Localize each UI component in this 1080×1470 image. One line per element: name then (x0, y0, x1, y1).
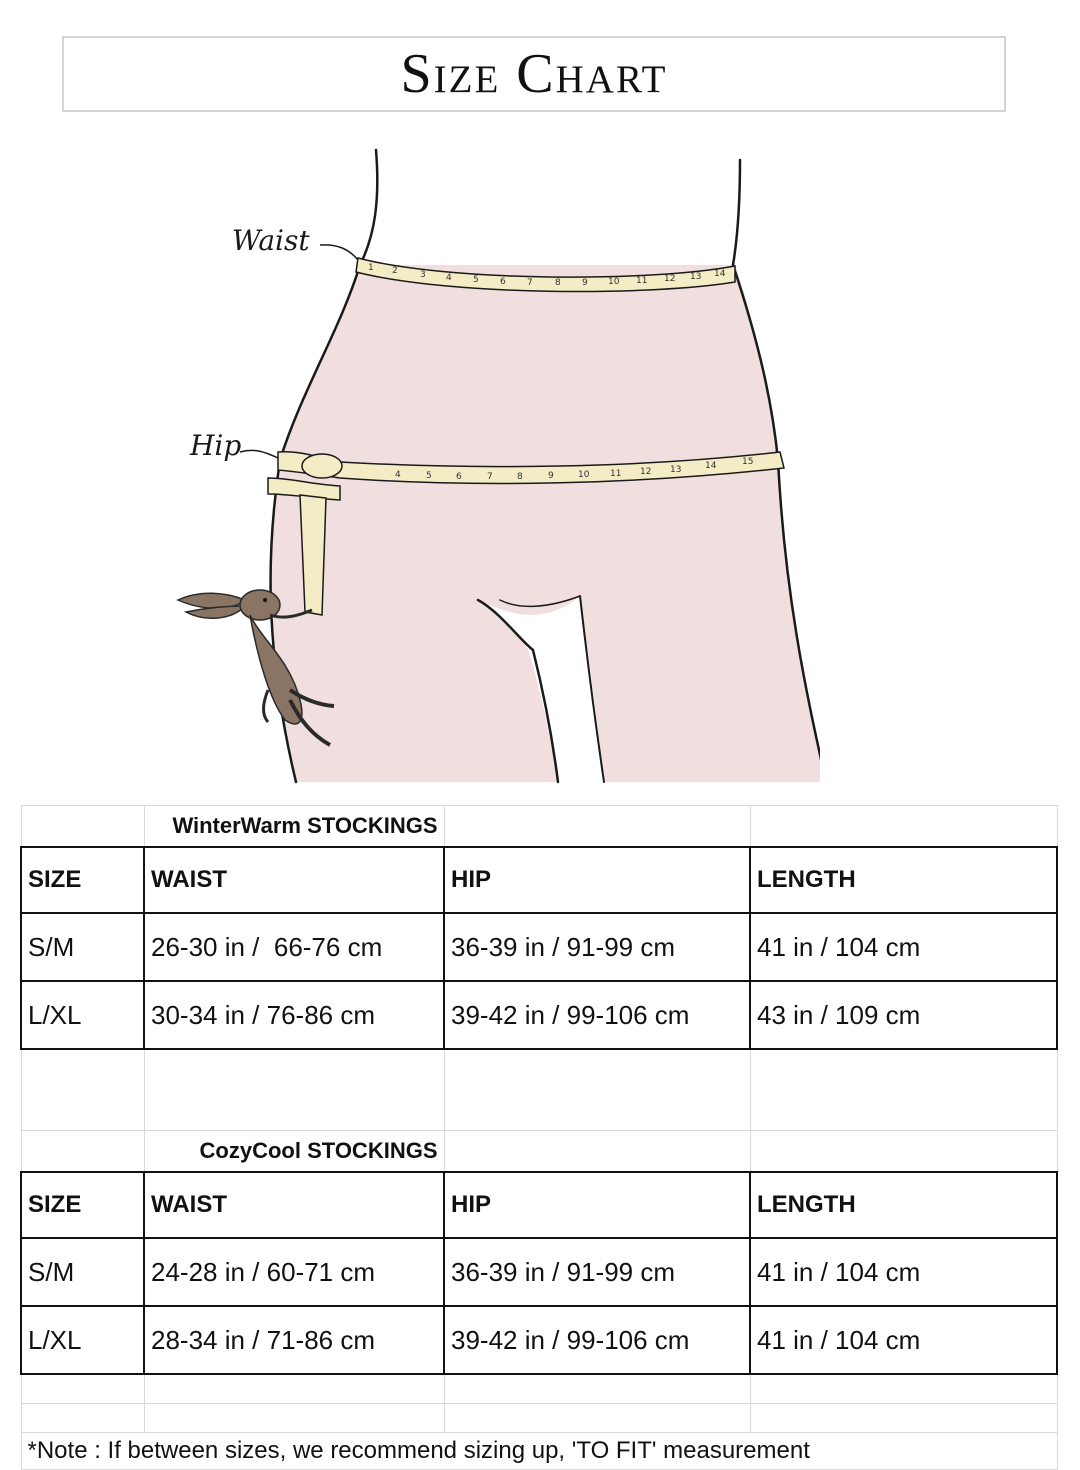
svg-text:11: 11 (636, 276, 648, 286)
table-row (21, 913, 1057, 981)
measurement-illustration (160, 140, 820, 790)
svg-text:15: 15 (742, 457, 754, 467)
svg-text:3: 3 (420, 270, 426, 280)
header-size: SIZE (21, 1172, 144, 1238)
svg-text:8: 8 (555, 278, 561, 288)
table-header-row (21, 1172, 1057, 1238)
svg-text:4: 4 (446, 273, 452, 283)
product-title-row (21, 1131, 1057, 1173)
hip-annotation (189, 429, 278, 462)
svg-text:8: 8 (517, 472, 523, 482)
cell-hip: 36-39 in / 91-99 cm (444, 913, 750, 981)
svg-text:6: 6 (456, 472, 462, 482)
empty-row (21, 1404, 1057, 1433)
svg-text:5: 5 (473, 275, 479, 285)
size-table (20, 805, 1058, 1470)
header-size: SIZE (21, 847, 144, 913)
title-box (62, 36, 1006, 112)
cell-length: 41 in / 104 cm (750, 1306, 1057, 1374)
cell-size: S/M (21, 913, 144, 981)
svg-text:11: 11 (610, 469, 622, 479)
svg-text:14: 14 (705, 461, 717, 471)
svg-text:7: 7 (527, 278, 533, 288)
cell-length: 41 in / 104 cm (750, 1238, 1057, 1306)
svg-text:9: 9 (548, 471, 554, 481)
size-tables (20, 805, 1056, 1470)
header-length: LENGTH (750, 847, 1057, 913)
cell-size: S/M (21, 1238, 144, 1306)
cell-length: 41 in / 104 cm (750, 913, 1057, 981)
svg-text:12: 12 (664, 274, 676, 284)
header-waist: WAIST (144, 1172, 444, 1238)
cell-hip: 36-39 in / 91-99 cm (444, 1238, 750, 1306)
table-row (21, 1306, 1057, 1374)
svg-text:13: 13 (670, 465, 682, 475)
header-hip: HIP (444, 1172, 750, 1238)
cell-size: L/XL (21, 981, 144, 1049)
spacer-row (21, 1049, 1057, 1131)
svg-text:6: 6 (500, 277, 506, 287)
product-title-row (21, 806, 1057, 848)
cell-waist: 28-34 in / 71-86 cm (144, 1306, 444, 1374)
product-title: CozyCool STOCKINGS (144, 1131, 444, 1173)
svg-text:1: 1 (368, 263, 374, 273)
cell-hip: 39-42 in / 99-106 cm (444, 1306, 750, 1374)
cell-hip: 39-42 in / 99-106 cm (444, 981, 750, 1049)
header-length: LENGTH (750, 1172, 1057, 1238)
waist-annotation (232, 224, 358, 260)
svg-text:13: 13 (690, 272, 702, 282)
svg-text:10: 10 (608, 277, 620, 287)
svg-text:7: 7 (487, 472, 493, 482)
product-title: WinterWarm STOCKINGS (144, 806, 444, 848)
svg-text:12: 12 (640, 467, 652, 477)
cell-length: 43 in / 109 cm (750, 981, 1057, 1049)
svg-text:5: 5 (426, 471, 432, 481)
waist-label: Waist (232, 224, 310, 257)
cell-waist: 24-28 in / 60-71 cm (144, 1238, 444, 1306)
page-title: Size Chart (400, 43, 668, 105)
cell-waist: 26-30 in / 66-76 cm (144, 913, 444, 981)
cell-waist: 30-34 in / 76-86 cm (144, 981, 444, 1049)
empty-row (21, 1374, 1057, 1404)
svg-text:9: 9 (582, 278, 588, 288)
note-row (21, 1433, 1057, 1470)
header-waist: WAIST (144, 847, 444, 913)
svg-text:10: 10 (578, 470, 590, 480)
table-header-row (21, 847, 1057, 913)
table-row (21, 1238, 1057, 1306)
svg-text:4: 4 (395, 470, 401, 480)
hip-label: Hip (190, 429, 242, 462)
table-row (21, 981, 1057, 1049)
cell-size: L/XL (21, 1306, 144, 1374)
header-hip: HIP (444, 847, 750, 913)
svg-text:14: 14 (714, 269, 726, 279)
svg-text:2: 2 (392, 266, 398, 276)
note-text: *Note : If between sizes, we recommend sizing up, 'TO FIT' measurement (21, 1433, 1057, 1470)
